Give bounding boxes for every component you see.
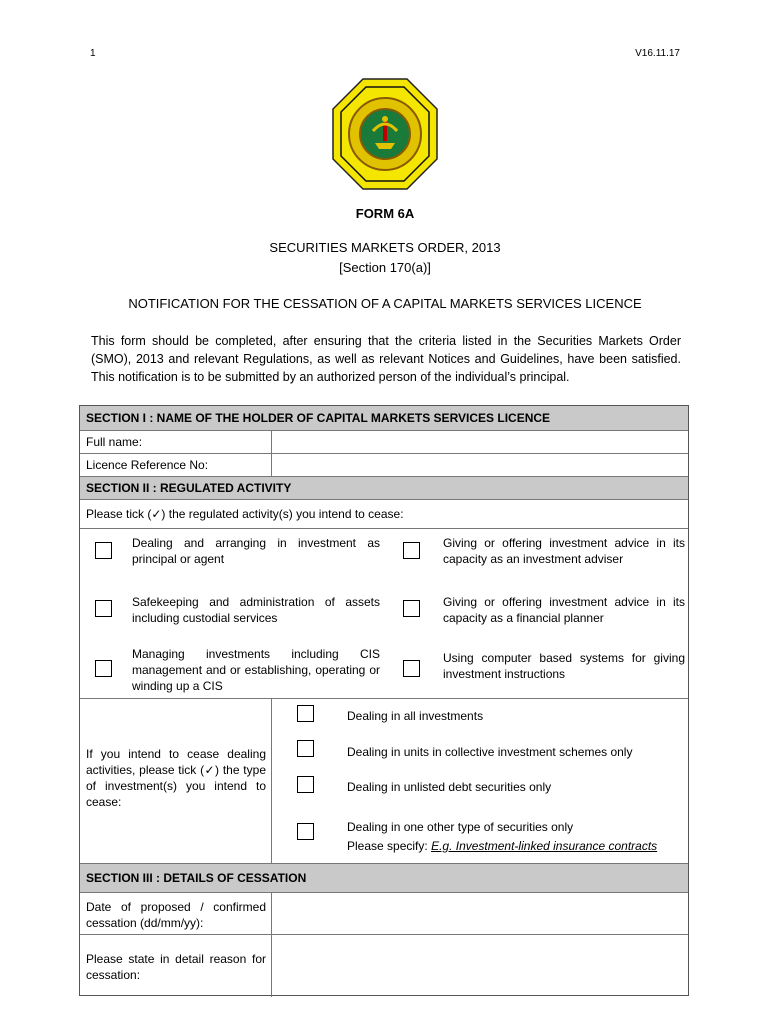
section2-heading: SECTION II : REGULATED ACTIVITY [80, 477, 688, 499]
intro-paragraph: This form should be completed, after ensuring that the criteria listed in the Securities Markets Order (SMO), 2013 and relevant Regulations, as well as relevant Notices and Guidelines, have been satisfied. This notification is to be submitted by an authorized person of the individual’s principal. [91, 334, 681, 384]
dealing-checkbox-1[interactable] [297, 705, 314, 722]
section3-heading: SECTION III : DETAILS OF CESSATION [80, 864, 688, 892]
dealing-label-2: Dealing in units in collective investment schemes only [347, 745, 633, 759]
activity-checkbox-4[interactable] [403, 600, 420, 617]
cessation-date-field[interactable] [275, 894, 685, 932]
order-title: SECURITIES MARKETS ORDER, 2013 [269, 240, 501, 255]
activity-label-3: Safekeeping and administration of assets including custodial services [132, 595, 380, 625]
specify-label: Please specify: [347, 839, 428, 853]
activity-checkbox-5[interactable] [95, 660, 112, 677]
dealing-checkbox-2[interactable] [297, 740, 314, 757]
cessation-date-label: Date of proposed / confirmed cessation (dd/mm/yy): [86, 900, 266, 930]
cessation-reason-field[interactable] [275, 936, 685, 994]
activity-label-5: Managing investments including CIS management and or establishing, operating or winding up a CIS [132, 647, 380, 693]
dealing-checkbox-3[interactable] [297, 776, 314, 793]
activity-label-6: Using computer based systems for giving investment instructions [443, 651, 685, 681]
dealing-label-3: Dealing in unlisted debt securities only [347, 780, 552, 794]
activity-checkbox-2[interactable] [403, 542, 420, 559]
dealing-label-4: Dealing in one other type of securities only [347, 820, 574, 834]
licence-ref-label: Licence Reference No: [86, 458, 209, 472]
specify-row [347, 838, 682, 854]
full-name-label: Full name: [86, 435, 143, 449]
activity-checkbox-6[interactable] [403, 660, 420, 677]
activity-label-4: Giving or offering investment advice in its capacity as a financial planner [443, 595, 685, 625]
activity-label-1: Dealing and arranging in investment as principal or agent [132, 536, 380, 566]
section1-heading: SECTION I : NAME OF THE HOLDER OF CAPITAL MARKETS SERVICES LICENCE [80, 406, 688, 430]
activity-checkbox-3[interactable] [95, 600, 112, 617]
form-title: FORM 6A [355, 206, 415, 221]
activity-label-2: Giving or offering investment advice in its capacity as an investment adviser [443, 536, 685, 566]
activity-checkbox-1[interactable] [95, 542, 112, 559]
page-number: 1 [90, 48, 96, 59]
full-name-field[interactable] [275, 431, 685, 452]
form-table [79, 405, 689, 996]
specify-field[interactable]: E.g. Investment-linked insurance contracts [431, 839, 658, 853]
notification-title: NOTIFICATION FOR THE CESSATION OF A CAPITAL MARKETS SERVICES LICENCE [128, 296, 642, 311]
section-reference: [Section 170(a)] [339, 260, 431, 275]
version-label: V16.11.17 [635, 48, 680, 59]
dealing-checkbox-4[interactable] [297, 823, 314, 840]
government-crest-logo-icon [331, 77, 439, 191]
dealing-label-1: Dealing in all investments [347, 709, 484, 723]
activity-instruction: Please tick (✓) the regulated activity(s) you intend to cease: [86, 507, 404, 521]
cessation-reason-label: Please state in detail reason for cessation: [86, 952, 266, 982]
licence-ref-field[interactable] [275, 454, 685, 475]
dealing-instruction: If you intend to cease dealing activities, please tick (✓) the type of investment(s) you intend to cease: [86, 747, 266, 809]
